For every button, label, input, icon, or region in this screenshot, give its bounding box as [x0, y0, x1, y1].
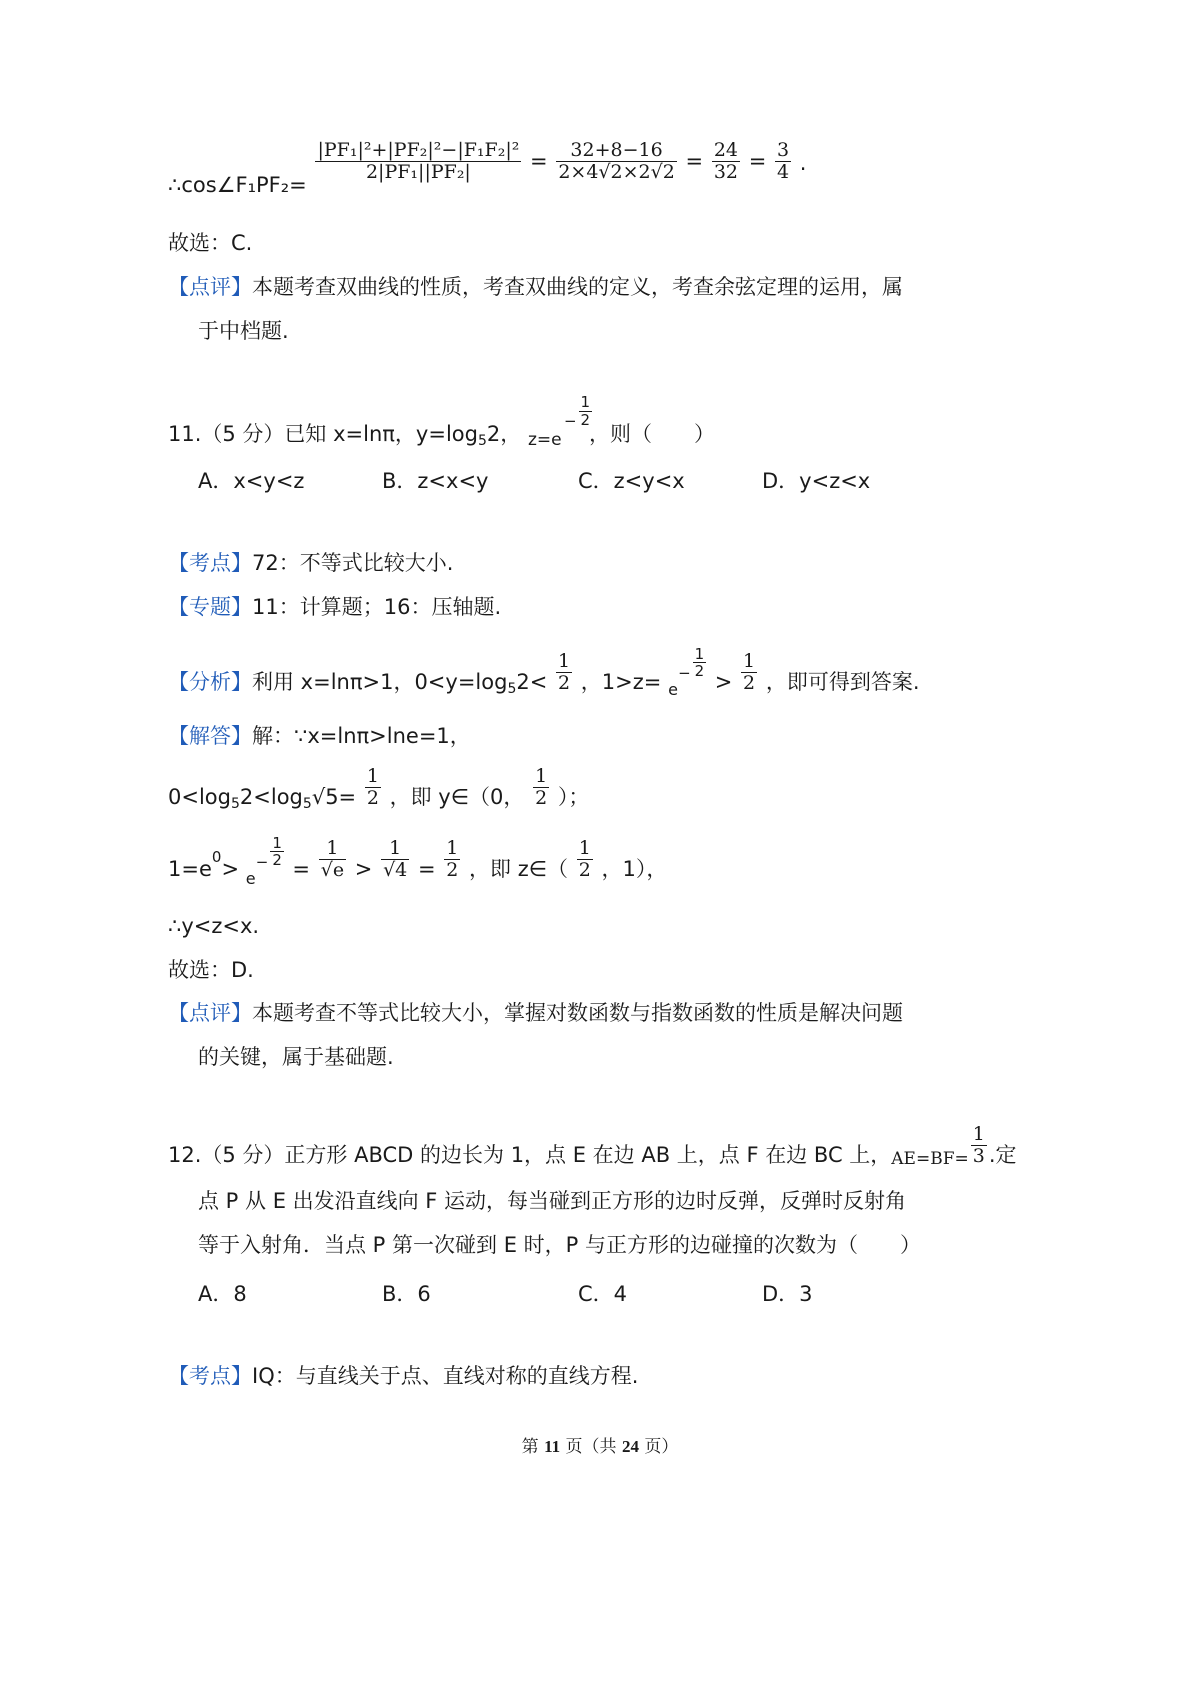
frac-1-sqrt-e — [319, 838, 346, 882]
q11-dianping-line1 — [168, 1001, 903, 1026]
cos-num3: 24 — [713, 139, 738, 161]
jieda-3-half — [444, 838, 460, 882]
q11-zhuanti — [168, 595, 501, 620]
q12-third — [971, 1124, 987, 1168]
jieda-2-sub2: 5 — [302, 795, 312, 812]
q12-stem-1a: 12.（5 分）正方形 ABCD 的边长为 1，点 E 在边 AB 上，点 F 在边 BC 上， — [168, 1142, 892, 1167]
q12-option-d: D．3 — [762, 1282, 813, 1306]
q11-jieda-line2 — [168, 765, 590, 820]
half-den-3: 2 — [366, 786, 379, 809]
half-num-6: 1 — [578, 837, 591, 859]
q12-option-a: A．8 — [198, 1282, 247, 1306]
comment-text-1: 本题考查双曲线的性质，考查双曲线的定义，考查余弦定理的运用，属 — [252, 275, 903, 299]
half-num: 1 — [558, 650, 571, 672]
fenxi-b: 2< — [516, 669, 548, 694]
jieda-2c: √5= — [311, 784, 357, 809]
cos-fraction-1 — [315, 140, 521, 184]
fenxi-sub: 5 — [507, 680, 517, 697]
e-exp-den: 2 — [694, 662, 705, 681]
q12-kaodian — [168, 1364, 638, 1389]
frac-1-sqrt-4-num: 1 — [381, 838, 409, 860]
q10-comment-line1 — [168, 275, 903, 300]
q11-kaodian — [168, 551, 453, 576]
cos-eq3: = — [748, 148, 767, 173]
jieda-3e: = — [417, 856, 436, 881]
jieda-3f: ，即 z∈（ — [469, 856, 569, 881]
half-den-6: 2 — [578, 858, 591, 881]
q11-dianping-line2: 的关键，属于基础题. — [198, 1045, 394, 1069]
half-den-2: 2 — [743, 671, 756, 694]
q11-stem — [168, 393, 715, 460]
fenxi-c: ，1>z= — [580, 669, 662, 694]
frac-1-sqrt-4 — [381, 838, 409, 882]
e-base: e — [668, 679, 678, 699]
cos-fraction-2 — [556, 140, 677, 184]
jieda-3-e-power — [245, 833, 286, 888]
cos-fraction-3 — [712, 140, 740, 184]
q11-z-expr — [527, 393, 591, 450]
fenxi-half-1 — [556, 651, 572, 695]
q12-stem-line3: 等于入射角．当点 P 第一次碰到 E 时，P 与正方形的边碰撞的次数为（ ） — [198, 1233, 921, 1257]
third-den: 3 — [972, 1144, 985, 1167]
cos-prefix: ∴cos∠F₁PF₂= — [168, 172, 307, 197]
frac-1-sqrt-4-den: √4 — [383, 858, 408, 881]
q11-option-d: D．y<z<x — [762, 469, 871, 493]
comment-tag: 【点评】 — [168, 275, 252, 299]
half-num-5: 1 — [446, 837, 459, 859]
footer-c: 页） — [638, 1437, 679, 1457]
e-base-2: e — [245, 868, 256, 888]
e-exp-sign: − — [678, 663, 691, 682]
q11-stem-b: 2， — [486, 422, 522, 446]
q12-stem-1b: AE=BF= — [891, 1148, 969, 1169]
fenxi-half-2 — [741, 651, 757, 695]
jieda-3sup: 0 — [211, 847, 222, 866]
q11-option-a: A．x<y<z — [198, 469, 305, 493]
half-num-4: 1 — [535, 765, 548, 787]
q11-jieda-line4: ∴y<z<x. — [168, 914, 260, 938]
jieda-tag: 【解答】 — [168, 724, 252, 748]
zhuanti-text: 11：计算题；16：压轴题. — [252, 595, 502, 619]
z-exp-num: 1 — [580, 393, 591, 411]
q12-option-c: C．4 — [578, 1282, 628, 1306]
q10-answer: 故选：C. — [168, 231, 253, 255]
z-exp-sign: − — [563, 411, 577, 430]
kaodian-tag: 【考点】 — [168, 551, 252, 575]
jieda-3g: ，1）， — [601, 856, 668, 881]
q12-stem-1c: .定 — [988, 1142, 1017, 1167]
cos-denominator: 2|PF₁||PF₂| — [365, 160, 471, 183]
q11-fenxi — [168, 645, 920, 709]
q11-option-c: C．z<y<x — [578, 469, 685, 493]
footer-b: 页（共 — [560, 1437, 622, 1457]
half-den-4: 2 — [535, 786, 548, 809]
jieda-3a: 1=e — [168, 856, 212, 881]
cos-num2: 32+8−16 — [556, 140, 677, 162]
e-exp-num: 1 — [694, 644, 705, 663]
cos-formula — [168, 139, 807, 214]
e-exp-frac — [693, 646, 707, 681]
half-den: 2 — [558, 671, 571, 694]
e-exponent-2 — [256, 835, 286, 870]
jieda-2-half-2 — [533, 766, 549, 810]
q10-comment-line2: 于中档题. — [198, 319, 289, 343]
half-num-2: 1 — [743, 650, 756, 672]
q11-stem-a: 11.（5 分）已知 x=lnπ，y=log — [168, 422, 478, 446]
e-exp-frac-2 — [270, 835, 284, 870]
q11-jieda — [168, 724, 471, 749]
half-den-5: 2 — [446, 858, 459, 881]
q12-kaodian-text: IQ：与直线关于点、直线对称的直线方程. — [252, 1364, 639, 1388]
jieda-3d: > — [354, 856, 373, 881]
e-exponent — [678, 646, 708, 681]
e-exp-den-2: 2 — [272, 851, 282, 870]
cos-den4: 4 — [776, 160, 790, 183]
q11-jieda-line3 — [168, 830, 667, 894]
third-num: 1 — [972, 1123, 985, 1145]
jieda-2-sub1: 5 — [230, 795, 240, 812]
cos-num4: 3 — [776, 139, 790, 161]
jieda-2d: ，即 y∈（0， — [389, 784, 525, 809]
fenxi-a: 利用 x=lnπ>1，0<y=log — [252, 669, 508, 694]
page-footer — [0, 1432, 1200, 1457]
jieda-3-half-2 — [577, 838, 593, 882]
footer-total: 24 — [621, 1437, 639, 1456]
e-exp-num-2: 1 — [272, 833, 282, 852]
jieda-2e: ）； — [557, 784, 590, 809]
cos-eq1: = — [530, 148, 548, 173]
z-exp-den: 2 — [580, 410, 591, 429]
q11-option-b: B．z<x<y — [382, 469, 489, 493]
fenxi-tag: 【分析】 — [168, 669, 252, 694]
q12-option-b: B．6 — [382, 1282, 431, 1306]
kaodian-text: 72：不等式比较大小. — [252, 551, 454, 575]
fenxi-e: ，即可得到答案. — [765, 669, 920, 694]
fenxi-d: > — [714, 669, 733, 694]
footer-page: 11 — [544, 1437, 561, 1456]
dianping-tag: 【点评】 — [168, 1001, 252, 1025]
q11-stem-c: ，则（ ） — [589, 422, 715, 446]
cos-den3: 32 — [713, 160, 738, 183]
frac-1-sqrt-e-num: 1 — [319, 838, 346, 860]
jieda-3c: = — [292, 856, 311, 881]
jieda-3b: > — [221, 856, 240, 881]
jieda-2a: 0<log — [168, 784, 231, 809]
q12-kaodian-tag: 【考点】 — [168, 1364, 252, 1388]
cos-numerator: |PF₁|²+|PF₂|²−|F₁F₂|² — [317, 139, 520, 161]
q12-stem-line1 — [168, 1124, 1017, 1176]
cos-eq2: = — [685, 148, 704, 173]
jieda-2b: 2<log — [239, 784, 303, 809]
jieda-1: 解：∵x=lnπ>lne=1， — [252, 724, 471, 748]
frac-1-sqrt-e-den: √e — [320, 858, 345, 881]
dianping-1: 本题考查不等式比较大小，掌握对数函数与指数函数的性质是解决问题 — [252, 1001, 903, 1025]
cos-tail: . — [799, 150, 807, 175]
q11-answer: 故选：D. — [168, 958, 254, 982]
half-num-3: 1 — [366, 765, 379, 787]
e-exp-sign-2: − — [255, 852, 269, 871]
footer-a: 第 — [521, 1437, 545, 1457]
q12-stem-line2: 点 P 从 E 出发沿直线向 F 运动，每当碰到正方形的边时反弹，反弹时反射角 — [198, 1189, 907, 1213]
cos-fraction-4 — [775, 140, 791, 184]
jieda-2-half-1 — [365, 766, 381, 810]
q11-stem-sub: 5 — [477, 433, 487, 449]
cos-den2: 2×4√2×2√2 — [558, 160, 675, 183]
fenxi-e-power — [668, 644, 708, 699]
zhuanti-tag: 【专题】 — [168, 595, 252, 619]
z-base: z=e — [527, 430, 562, 450]
